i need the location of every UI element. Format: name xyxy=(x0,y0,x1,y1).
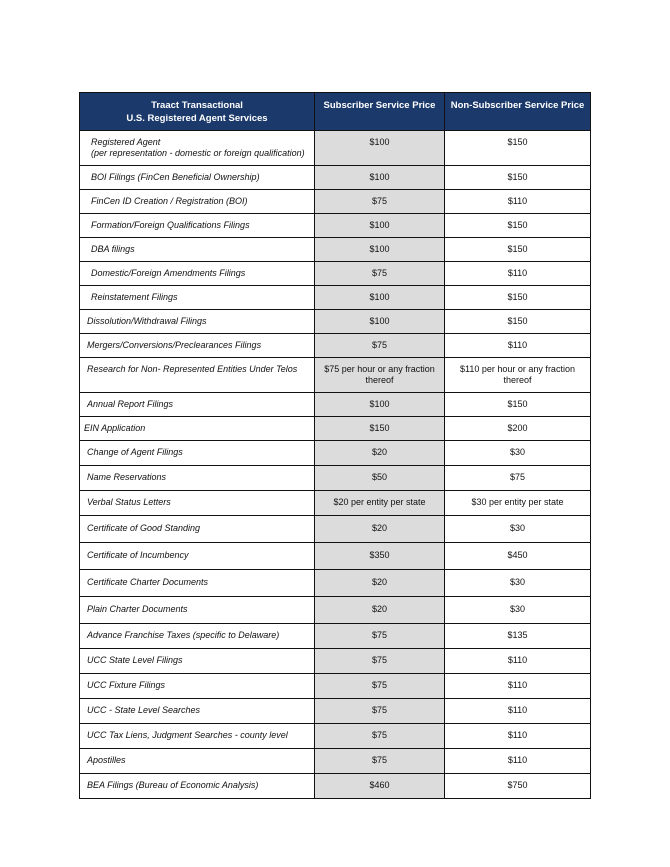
header-services xyxy=(80,93,315,131)
table-row xyxy=(80,570,591,597)
service-name: BEA Filings (Bureau of Economic Analysis) xyxy=(80,774,315,799)
subscriber-price: $75 xyxy=(315,749,445,774)
table-row xyxy=(80,238,591,262)
subscriber-price-line1: $75 per hour or any fraction xyxy=(324,364,435,374)
header-title-line2: U.S. Registered Agent Services xyxy=(126,113,268,124)
table-body xyxy=(80,131,591,799)
table-row xyxy=(80,393,591,417)
non-subscriber-price: $150 xyxy=(445,238,591,262)
subscriber-price: $20 xyxy=(315,441,445,466)
table-row xyxy=(80,749,591,774)
table-row xyxy=(80,190,591,214)
service-name: EIN Application xyxy=(80,417,315,441)
non-subscriber-price: $75 xyxy=(445,466,591,491)
table-row xyxy=(80,262,591,286)
non-subscriber-price: $110 xyxy=(445,649,591,674)
non-subscriber-price: $150 xyxy=(445,131,591,166)
service-name-line2: (per representation - domestic or foreign qualification) xyxy=(91,148,305,158)
table-row xyxy=(80,699,591,724)
subscriber-price: $75 xyxy=(315,624,445,649)
service-name: UCC State Level Filings xyxy=(80,649,315,674)
non-subscriber-price: $110 xyxy=(445,724,591,749)
subscriber-price: $50 xyxy=(315,466,445,491)
non-subscriber-price: $750 xyxy=(445,774,591,799)
non-subscriber-price: $450 xyxy=(445,543,591,570)
table-row xyxy=(80,491,591,516)
subscriber-price: $75 xyxy=(315,699,445,724)
non-subscriber-price: $150 xyxy=(445,310,591,334)
non-subscriber-price-line2: thereof xyxy=(503,375,532,385)
table-row xyxy=(80,334,591,358)
service-name xyxy=(80,131,315,166)
non-subscriber-price: $110 xyxy=(445,699,591,724)
non-subscriber-price: $150 xyxy=(445,166,591,190)
service-name: Plain Charter Documents xyxy=(80,597,315,624)
service-name: Name Reservations xyxy=(80,466,315,491)
non-subscriber-price: $150 xyxy=(445,286,591,310)
service-name: Certificate of Good Standing xyxy=(80,516,315,543)
table-row xyxy=(80,774,591,799)
service-name: FinCen ID Creation / Registration (BOI) xyxy=(80,190,315,214)
subscriber-price: $100 xyxy=(315,310,445,334)
non-subscriber-price: $110 xyxy=(445,262,591,286)
non-subscriber-price: $150 xyxy=(445,393,591,417)
service-name: Dissolution/Withdrawal Filings xyxy=(80,310,315,334)
subscriber-price xyxy=(315,358,445,393)
service-name: Verbal Status Letters xyxy=(80,491,315,516)
table-row xyxy=(80,674,591,699)
non-subscriber-price: $110 xyxy=(445,674,591,699)
service-name: Formation/Foreign Qualifications Filings xyxy=(80,214,315,238)
service-name: Change of Agent Filings xyxy=(80,441,315,466)
non-subscriber-price: $30 xyxy=(445,597,591,624)
header-title-line1: Traact Transactional xyxy=(151,100,243,111)
subscriber-price: $100 xyxy=(315,166,445,190)
header-subscriber-price: Subscriber Service Price xyxy=(315,93,445,131)
service-name: UCC Tax Liens, Judgment Searches - county level xyxy=(80,724,315,749)
subscriber-price: $75 xyxy=(315,724,445,749)
subscriber-price: $150 xyxy=(315,417,445,441)
service-name: Apostilles xyxy=(80,749,315,774)
subscriber-price: $20 xyxy=(315,570,445,597)
header-row xyxy=(80,93,591,131)
non-subscriber-price: $200 xyxy=(445,417,591,441)
table-header xyxy=(80,93,591,131)
service-name: BOI Filings (FinCen Beneficial Ownership) xyxy=(80,166,315,190)
service-name: Reinstatement Filings xyxy=(80,286,315,310)
non-subscriber-price: $110 xyxy=(445,190,591,214)
table-row xyxy=(80,441,591,466)
table-row xyxy=(80,597,591,624)
subscriber-price: $100 xyxy=(315,286,445,310)
subscriber-price: $100 xyxy=(315,214,445,238)
non-subscriber-price: $110 xyxy=(445,334,591,358)
table-row xyxy=(80,624,591,649)
non-subscriber-price: $30 per entity per state xyxy=(445,491,591,516)
non-subscriber-price: $135 xyxy=(445,624,591,649)
subscriber-price: $100 xyxy=(315,393,445,417)
table-row xyxy=(80,417,591,441)
subscriber-price: $20 xyxy=(315,597,445,624)
subscriber-price: $20 xyxy=(315,516,445,543)
subscriber-price: $75 xyxy=(315,190,445,214)
subscriber-price: $100 xyxy=(315,131,445,166)
subscriber-price: $75 xyxy=(315,262,445,286)
non-subscriber-price xyxy=(445,358,591,393)
service-name: Annual Report Filings xyxy=(80,393,315,417)
non-subscriber-price: $30 xyxy=(445,441,591,466)
service-name: Advance Franchise Taxes (specific to Delaware) xyxy=(80,624,315,649)
table-row xyxy=(80,310,591,334)
table-row xyxy=(80,214,591,238)
pricing-table xyxy=(79,92,591,799)
table-row xyxy=(80,543,591,570)
table-row xyxy=(80,516,591,543)
subscriber-price: $75 xyxy=(315,674,445,699)
service-name: DBA filings xyxy=(80,238,315,262)
non-subscriber-price-line1: $110 per hour or any fraction xyxy=(460,364,575,374)
table-row xyxy=(80,166,591,190)
subscriber-price: $460 xyxy=(315,774,445,799)
table-row xyxy=(80,649,591,674)
subscriber-price: $350 xyxy=(315,543,445,570)
subscriber-price: $75 xyxy=(315,649,445,674)
service-name: Domestic/Foreign Amendments Filings xyxy=(80,262,315,286)
table-row xyxy=(80,466,591,491)
subscriber-price: $75 xyxy=(315,334,445,358)
service-name: Research for Non- Represented Entities Under Telos xyxy=(80,358,315,393)
subscriber-price-line2: thereof xyxy=(365,375,394,385)
non-subscriber-price: $150 xyxy=(445,214,591,238)
table-row xyxy=(80,724,591,749)
service-name: Certificate Charter Documents xyxy=(80,570,315,597)
service-name-line1: Registered Agent xyxy=(91,137,161,147)
non-subscriber-price: $30 xyxy=(445,516,591,543)
table-row xyxy=(80,286,591,310)
non-subscriber-price: $110 xyxy=(445,749,591,774)
service-name: Mergers/Conversions/Preclearances Filings xyxy=(80,334,315,358)
table-row xyxy=(80,358,591,393)
subscriber-price: $100 xyxy=(315,238,445,262)
subscriber-price: $20 per entity per state xyxy=(315,491,445,516)
header-non-subscriber-price: Non-Subscriber Service Price xyxy=(445,93,591,131)
non-subscriber-price: $30 xyxy=(445,570,591,597)
service-name: UCC Fixture Filings xyxy=(80,674,315,699)
service-name: UCC - State Level Searches xyxy=(80,699,315,724)
table-row xyxy=(80,131,591,166)
service-name: Certificate of Incumbency xyxy=(80,543,315,570)
